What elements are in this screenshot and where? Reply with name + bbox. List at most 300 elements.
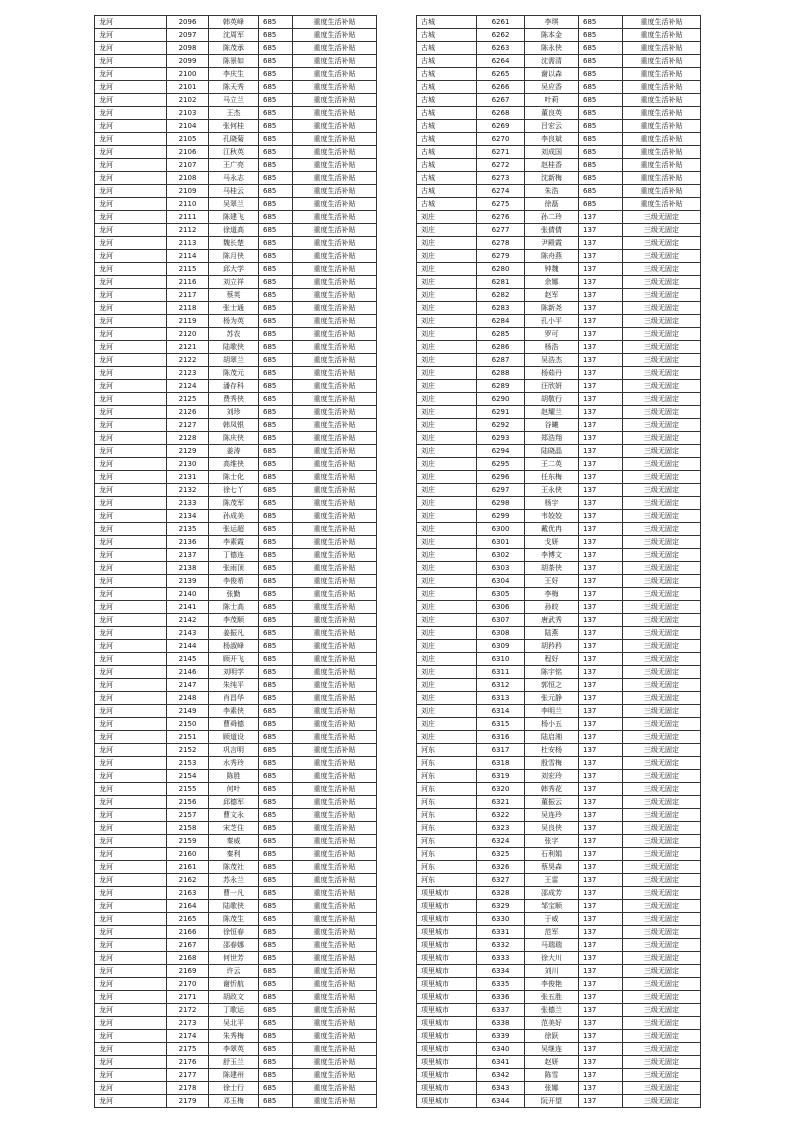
amount-cell: 137 [579,510,623,523]
area-cell: 河东 [417,757,477,770]
area-cell: 龙河 [95,367,167,380]
amount-cell: 685 [259,588,293,601]
name-cell: 朱浩 [525,185,579,198]
table-row [417,614,701,627]
table-row [95,601,377,614]
name-cell: 陈茂元 [209,367,259,380]
amount-cell: 137 [579,991,623,1004]
type-cell: 重度生活补贴 [293,458,377,471]
amount-cell: 685 [259,198,293,211]
name-cell: 吕宏云 [525,120,579,133]
table-row [417,198,701,211]
type-cell: 重度生活补贴 [623,16,701,29]
area-cell: 古城 [417,146,477,159]
table-row [417,640,701,653]
number-cell: 2103 [167,107,209,120]
amount-cell: 137 [579,1004,623,1017]
area-cell: 龙河 [95,614,167,627]
area-cell: 刘庄 [417,341,477,354]
area-cell: 龙河 [95,432,167,445]
number-cell: 6317 [477,744,525,757]
type-cell: 重度生活补贴 [293,640,377,653]
name-cell: 张何桂 [209,120,259,133]
type-cell: 三级无固定 [623,861,701,874]
amount-cell: 685 [259,406,293,419]
type-cell: 三级无固定 [623,978,701,991]
type-cell: 三级无固定 [623,731,701,744]
area-cell: 河东 [417,770,477,783]
number-cell: 2151 [167,731,209,744]
area-cell: 龙河 [95,328,167,341]
amount-cell: 685 [259,120,293,133]
table-row [95,796,377,809]
number-cell: 6330 [477,913,525,926]
type-cell: 三级无固定 [623,406,701,419]
table-row [95,263,377,276]
number-cell: 2175 [167,1043,209,1056]
amount-cell: 685 [259,497,293,510]
table-row [417,380,701,393]
area-cell: 刘庄 [417,328,477,341]
name-cell: 李俊希 [209,575,259,588]
area-cell: 刘庄 [417,484,477,497]
amount-cell: 685 [259,549,293,562]
type-cell: 三级无固定 [623,393,701,406]
number-cell: 6342 [477,1069,525,1082]
number-cell: 6278 [477,237,525,250]
table-row [95,94,377,107]
table-row [95,406,377,419]
type-cell: 三级无固定 [623,367,701,380]
type-cell: 三级无固定 [623,653,701,666]
type-cell: 三级无固定 [623,289,701,302]
amount-cell: 137 [579,471,623,484]
type-cell: 重度生活补贴 [623,133,701,146]
amount-cell: 137 [579,796,623,809]
amount-cell: 137 [579,835,623,848]
type-cell: 重度生活补贴 [293,991,377,1004]
amount-cell: 137 [579,783,623,796]
amount-cell: 685 [579,94,623,107]
number-cell: 6306 [477,601,525,614]
type-cell: 三级无固定 [623,705,701,718]
table-row [95,302,377,315]
type-cell: 三级无固定 [623,445,701,458]
type-cell: 重度生活补贴 [293,42,377,55]
amount-cell: 137 [579,237,623,250]
area-cell: 古城 [417,68,477,81]
area-cell: 龙河 [95,1095,167,1108]
table-row [417,627,701,640]
name-cell: 宋芝住 [209,822,259,835]
amount-cell: 137 [579,380,623,393]
name-cell: 赵耀兰 [525,406,579,419]
name-cell: 陈新尧 [525,302,579,315]
name-cell: 殷雪梅 [525,757,579,770]
type-cell: 重度生活补贴 [293,406,377,419]
right-table-body [417,16,701,1108]
name-cell: 叶莉 [525,94,579,107]
name-cell: 吴继连 [525,1043,579,1056]
name-cell: 徐跃 [525,1030,579,1043]
table-row [417,796,701,809]
number-cell: 2156 [167,796,209,809]
area-cell: 刘庄 [417,432,477,445]
number-cell: 2150 [167,718,209,731]
amount-cell: 685 [579,42,623,55]
number-cell: 6301 [477,536,525,549]
name-cell: 刘珍 [209,406,259,419]
type-cell: 三级无固定 [623,718,701,731]
area-cell: 刘庄 [417,224,477,237]
table-row [417,536,701,549]
name-cell: 李博文 [525,549,579,562]
name-cell: 陈月侠 [209,250,259,263]
amount-cell: 685 [259,1056,293,1069]
area-cell: 刘庄 [417,250,477,263]
number-cell: 6290 [477,393,525,406]
area-cell: 刘庄 [417,380,477,393]
name-cell: 李良斌 [525,133,579,146]
amount-cell: 685 [259,276,293,289]
name-cell: 张士通 [209,302,259,315]
type-cell: 重度生活补贴 [293,198,377,211]
table-row [417,978,701,991]
area-cell: 刘庄 [417,653,477,666]
type-cell: 重度生活补贴 [293,562,377,575]
type-cell: 三级无固定 [623,679,701,692]
name-cell: 董良英 [525,107,579,120]
table-row [95,913,377,926]
amount-cell: 137 [579,302,623,315]
area-cell: 刘庄 [417,419,477,432]
name-cell: 王好 [525,575,579,588]
amount-cell: 685 [259,952,293,965]
area-cell: 古城 [417,107,477,120]
area-cell: 刘庄 [417,393,477,406]
name-cell: 费秀侠 [209,393,259,406]
number-cell: 6321 [477,796,525,809]
number-cell: 6292 [477,419,525,432]
area-cell: 项里城市 [417,1082,477,1095]
amount-cell: 137 [579,809,623,822]
area-cell: 龙河 [95,1069,167,1082]
number-cell: 6334 [477,965,525,978]
number-cell: 6325 [477,848,525,861]
type-cell: 三级无固定 [623,666,701,679]
name-cell: 马瑞瑞 [525,939,579,952]
name-cell: 徐士行 [209,1082,259,1095]
number-cell: 6272 [477,159,525,172]
type-cell: 重度生活补贴 [293,965,377,978]
number-cell: 6304 [477,575,525,588]
area-cell: 龙河 [95,536,167,549]
number-cell: 2124 [167,380,209,393]
name-cell: 石利娟 [525,848,579,861]
name-cell: 陆燕 [525,627,579,640]
number-cell: 2148 [167,692,209,705]
name-cell: 水秀玲 [209,757,259,770]
number-cell: 6285 [477,328,525,341]
name-cell: 陆启湘 [525,731,579,744]
amount-cell: 137 [579,913,623,926]
table-row [95,718,377,731]
number-cell: 6288 [477,367,525,380]
number-cell: 6319 [477,770,525,783]
table-row [95,627,377,640]
table-row [95,133,377,146]
table-row [417,237,701,250]
amount-cell: 685 [259,874,293,887]
type-cell: 三级无固定 [623,510,701,523]
name-cell: 曹一凡 [209,887,259,900]
name-cell: 吴良侠 [525,822,579,835]
amount-cell: 137 [579,562,623,575]
amount-cell: 137 [579,705,623,718]
type-cell: 重度生活补贴 [293,302,377,315]
area-cell: 刘庄 [417,705,477,718]
table-row [95,874,377,887]
name-cell: 胡敬行 [525,393,579,406]
amount-cell: 685 [259,627,293,640]
table-row [95,575,377,588]
area-cell: 龙河 [95,1043,167,1056]
type-cell: 重度生活补贴 [293,55,377,68]
type-cell: 重度生活补贴 [293,250,377,263]
table-row [417,315,701,328]
area-cell: 项里城市 [417,1043,477,1056]
name-cell: 江秋英 [209,146,259,159]
name-cell: 李俊艳 [525,978,579,991]
table-row [95,276,377,289]
type-cell: 重度生活补贴 [293,549,377,562]
area-cell: 河东 [417,796,477,809]
number-cell: 6297 [477,484,525,497]
amount-cell: 685 [259,133,293,146]
area-cell: 项里城市 [417,887,477,900]
number-cell: 2146 [167,666,209,679]
type-cell: 重度生活补贴 [623,68,701,81]
amount-cell: 685 [259,302,293,315]
amount-cell: 137 [579,289,623,302]
type-cell: 三级无固定 [623,588,701,601]
amount-cell: 137 [579,770,623,783]
type-cell: 三级无固定 [623,315,701,328]
area-cell: 龙河 [95,471,167,484]
area-cell: 龙河 [95,666,167,679]
number-cell: 2144 [167,640,209,653]
area-cell: 刘庄 [417,731,477,744]
name-cell: 邓玉梅 [209,1095,259,1108]
type-cell: 三级无固定 [623,575,701,588]
area-cell: 龙河 [95,380,167,393]
number-cell: 2129 [167,445,209,458]
amount-cell: 137 [579,354,623,367]
table-row [95,809,377,822]
name-cell: 阮开望 [525,1095,579,1108]
type-cell: 三级无固定 [623,432,701,445]
amount-cell: 685 [259,237,293,250]
area-cell: 龙河 [95,1030,167,1043]
type-cell: 三级无固定 [623,1004,701,1017]
area-cell: 刘庄 [417,575,477,588]
table-row [95,666,377,679]
table-row [417,939,701,952]
table-row [417,406,701,419]
number-cell: 2179 [167,1095,209,1108]
type-cell: 重度生活补贴 [293,484,377,497]
amount-cell: 685 [259,835,293,848]
table-row [95,1017,377,1030]
table-row [95,744,377,757]
number-cell: 6279 [477,250,525,263]
area-cell: 河东 [417,809,477,822]
amount-cell: 137 [579,523,623,536]
area-cell: 龙河 [95,887,167,900]
area-cell: 刘庄 [417,562,477,575]
name-cell: 赵妍 [525,1056,579,1069]
name-cell: 杨浩 [525,341,579,354]
table-row [95,783,377,796]
table-row [417,887,701,900]
table-row [417,471,701,484]
name-cell: 吴翠兰 [209,198,259,211]
table-row [417,55,701,68]
area-cell: 龙河 [95,497,167,510]
amount-cell: 685 [259,432,293,445]
table-row [417,107,701,120]
type-cell: 重度生活补贴 [623,107,701,120]
number-cell: 2127 [167,419,209,432]
name-cell: 谢以森 [525,68,579,81]
number-cell: 2152 [167,744,209,757]
name-cell: 刘成国 [525,146,579,159]
table-row [95,588,377,601]
amount-cell: 685 [259,445,293,458]
area-cell: 龙河 [95,341,167,354]
type-cell: 重度生活补贴 [293,822,377,835]
table-row [417,653,701,666]
name-cell: 张倩倩 [525,224,579,237]
area-cell: 龙河 [95,172,167,185]
area-cell: 龙河 [95,16,167,29]
amount-cell: 685 [259,458,293,471]
name-cell: 陈庆侠 [209,432,259,445]
table-row [95,510,377,523]
amount-cell: 685 [579,55,623,68]
number-cell: 6310 [477,653,525,666]
area-cell: 龙河 [95,94,167,107]
number-cell: 6313 [477,692,525,705]
type-cell: 三级无固定 [623,744,701,757]
name-cell: 徐大川 [525,952,579,965]
name-cell: 罗可 [525,328,579,341]
name-cell: 陈建飞 [209,211,259,224]
number-cell: 6262 [477,29,525,42]
name-cell: 范美好 [525,1017,579,1030]
number-cell: 6326 [477,861,525,874]
name-cell: 李茂顺 [209,614,259,627]
area-cell: 古城 [417,16,477,29]
name-cell: 马永志 [209,172,259,185]
name-cell: 陈舟燕 [525,250,579,263]
type-cell: 重度生活补贴 [623,172,701,185]
area-cell: 龙河 [95,835,167,848]
type-cell: 重度生活补贴 [293,224,377,237]
name-cell: 陆歌侠 [209,341,259,354]
number-cell: 6264 [477,55,525,68]
name-cell: 潘存科 [209,380,259,393]
area-cell: 刘庄 [417,276,477,289]
area-cell: 龙河 [95,939,167,952]
area-cell: 龙河 [95,900,167,913]
area-cell: 刘庄 [417,471,477,484]
type-cell: 三级无固定 [623,939,701,952]
table-row [95,822,377,835]
area-cell: 项里城市 [417,965,477,978]
area-cell: 刘庄 [417,445,477,458]
amount-cell: 137 [579,1017,623,1030]
number-cell: 2169 [167,965,209,978]
table-row [95,484,377,497]
table-row [417,783,701,796]
type-cell: 三级无固定 [623,1017,701,1030]
amount-cell: 685 [259,965,293,978]
number-cell: 6314 [477,705,525,718]
number-cell: 2119 [167,315,209,328]
area-cell: 龙河 [95,393,167,406]
number-cell: 6291 [477,406,525,419]
amount-cell: 685 [259,94,293,107]
area-cell: 项里城市 [417,1030,477,1043]
table-row [417,991,701,1004]
table-row [417,705,701,718]
type-cell: 重度生活补贴 [293,1043,377,1056]
number-cell: 2141 [167,601,209,614]
table-row [417,562,701,575]
area-cell: 河东 [417,861,477,874]
number-cell: 2145 [167,653,209,666]
number-cell: 2112 [167,224,209,237]
table-row [417,497,701,510]
table-row [95,289,377,302]
number-cell: 6312 [477,679,525,692]
number-cell: 6338 [477,1017,525,1030]
type-cell: 重度生活补贴 [293,835,377,848]
name-cell: 刘宏玲 [525,770,579,783]
number-cell: 2108 [167,172,209,185]
type-cell: 重度生活补贴 [293,692,377,705]
number-cell: 6318 [477,757,525,770]
area-cell: 龙河 [95,406,167,419]
area-cell: 刘庄 [417,627,477,640]
number-cell: 2116 [167,276,209,289]
name-cell: 谷曦 [525,419,579,432]
area-cell: 龙河 [95,1004,167,1017]
number-cell: 2177 [167,1069,209,1082]
table-row [417,29,701,42]
type-cell: 重度生活补贴 [293,510,377,523]
area-cell: 刘庄 [417,614,477,627]
table-row [95,562,377,575]
area-cell: 龙河 [95,848,167,861]
name-cell: 吴北平 [209,1017,259,1030]
table-row [417,822,701,835]
number-cell: 2166 [167,926,209,939]
number-cell: 2139 [167,575,209,588]
number-cell: 6280 [477,263,525,276]
name-cell: 张运超 [209,523,259,536]
